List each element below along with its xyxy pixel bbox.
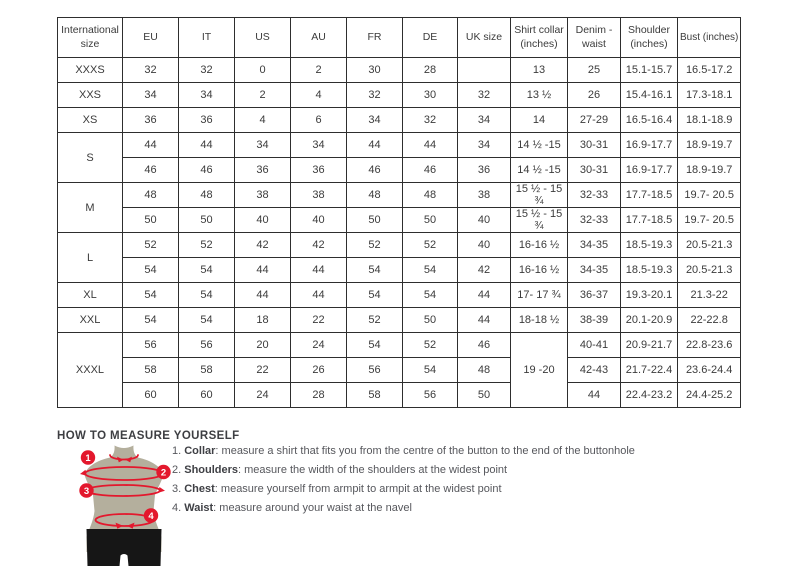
measure-instructions-list: [172, 446, 635, 522]
size-value-cell: 19.7- 20.5: [678, 183, 741, 208]
size-value-cell: 54: [179, 308, 235, 333]
size-value-cell: 16.5-16.4: [621, 108, 678, 133]
size-label-cell: XS: [58, 108, 123, 133]
size-value-cell: 46: [458, 333, 511, 358]
table-row: [58, 358, 741, 383]
size-value-cell: 34-35: [568, 233, 621, 258]
size-value-cell: 58: [347, 383, 403, 408]
size-value-cell: 16.9-17.7: [621, 158, 678, 183]
size-value-cell: 34: [235, 133, 291, 158]
size-value-cell: 18.1-18.9: [678, 108, 741, 133]
size-value-cell: 15 ½ - 15 ¾: [511, 208, 568, 233]
size-value-cell: 13: [511, 58, 568, 83]
col-header-international-size: International size: [58, 18, 123, 58]
badge-4-number: 4: [148, 510, 154, 522]
col-header-bust: Bust (inches): [678, 18, 741, 58]
size-value-cell: 18.9-19.7: [678, 158, 741, 183]
size-value-cell: 54: [347, 258, 403, 283]
size-value-cell: 44: [235, 258, 291, 283]
size-value-cell: 42: [235, 233, 291, 258]
size-value-cell: 44: [235, 283, 291, 308]
size-value-cell: 20.5-21.3: [678, 233, 741, 258]
size-label-cell: XXXS: [58, 58, 123, 83]
table-row: [58, 308, 741, 333]
size-label-cell: XXL: [58, 308, 123, 333]
table-row: [58, 133, 741, 158]
size-value-cell: 30-31: [568, 133, 621, 158]
size-label-cell: XL: [58, 283, 123, 308]
size-value-cell: 44: [403, 133, 458, 158]
instruction-shoulders: 2. Shoulders: measure the width of the shoulders at the widest point: [172, 464, 508, 476]
size-value-cell: 32: [403, 108, 458, 133]
size-value-cell: 54: [347, 283, 403, 308]
size-value-cell: 32: [179, 58, 235, 83]
size-label-cell: M: [58, 183, 123, 233]
size-value-cell: 40-41: [568, 333, 621, 358]
size-value-cell: 18: [235, 308, 291, 333]
size-value-cell: 42-43: [568, 358, 621, 383]
col-header-eu: EU: [123, 18, 179, 58]
size-value-cell: 46: [347, 158, 403, 183]
size-value-cell: 20.1-20.9: [621, 308, 678, 333]
table-row: [58, 58, 741, 83]
size-value-cell: 32: [123, 58, 179, 83]
col-header-de: DE: [403, 18, 458, 58]
size-value-cell: 2: [291, 58, 347, 83]
size-value-cell: 17.7-18.5: [621, 208, 678, 233]
size-value-cell: 56: [179, 333, 235, 358]
instruction-waist: 4. Waist: measure around your waist at the navel: [172, 502, 412, 514]
size-value-cell: 54: [179, 258, 235, 283]
size-value-cell: 19 -20: [511, 333, 568, 408]
size-value-cell: 44: [179, 133, 235, 158]
table-row: [58, 333, 741, 358]
size-label-cell: XXXL: [58, 333, 123, 408]
size-value-cell: 54: [123, 258, 179, 283]
size-value-cell: 38: [235, 183, 291, 208]
size-value-cell: 50: [403, 308, 458, 333]
col-header-us: US: [235, 18, 291, 58]
size-value-cell: 52: [123, 233, 179, 258]
col-header-shirt-collar: Shirt collar (inches): [511, 18, 568, 58]
size-value-cell: 34: [347, 108, 403, 133]
size-value-cell: 54: [403, 283, 458, 308]
size-value-cell: 34: [458, 133, 511, 158]
size-value-cell: 18.5-19.3: [621, 233, 678, 258]
size-value-cell: 46: [179, 158, 235, 183]
size-value-cell: 30: [403, 83, 458, 108]
size-value-cell: 36: [458, 158, 511, 183]
size-chart-table: [57, 17, 741, 408]
size-value-cell: 4: [235, 108, 291, 133]
size-value-cell: 40: [458, 208, 511, 233]
table-row: [58, 183, 741, 208]
size-value-cell: 2: [235, 83, 291, 108]
size-value-cell: 40: [235, 208, 291, 233]
size-value-cell: 20: [235, 333, 291, 358]
size-value-cell: 42: [291, 233, 347, 258]
size-value-cell: 54: [123, 283, 179, 308]
size-value-cell: 38-39: [568, 308, 621, 333]
size-label-cell: XXS: [58, 83, 123, 108]
measurement-figure: [57, 444, 187, 566]
table-row: [58, 108, 741, 133]
table-row: [58, 258, 741, 283]
size-value-cell: 24: [291, 333, 347, 358]
size-value-cell: 36-37: [568, 283, 621, 308]
size-value-cell: 25: [568, 58, 621, 83]
badge-3-number: 3: [83, 485, 90, 497]
size-value-cell: 50: [458, 383, 511, 408]
col-header-au: AU: [291, 18, 347, 58]
size-value-cell: 22: [235, 358, 291, 383]
size-value-cell: 21.3-22: [678, 283, 741, 308]
size-value-cell: 30-31: [568, 158, 621, 183]
measure-section-title: HOW TO MEASURE YOURSELF: [57, 430, 240, 442]
size-value-cell: 6: [291, 108, 347, 133]
size-value-cell: 56: [123, 333, 179, 358]
size-value-cell: 22-22.8: [678, 308, 741, 333]
col-header-fr: FR: [347, 18, 403, 58]
size-value-cell: 48: [123, 183, 179, 208]
size-value-cell: 22: [291, 308, 347, 333]
instruction-chest: 3. Chest: measure yourself from armpit to armpit at the widest point: [172, 483, 502, 495]
size-value-cell: 14 ½ -15: [511, 158, 568, 183]
size-value-cell: 32-33: [568, 208, 621, 233]
size-value-cell: 14 ½ -15: [511, 133, 568, 158]
size-value-cell: 52: [347, 308, 403, 333]
col-header-uk-size: UK size: [458, 18, 511, 58]
size-label-cell: L: [58, 233, 123, 283]
col-header-it: IT: [179, 18, 235, 58]
size-value-cell: 54: [403, 358, 458, 383]
size-value-cell: 48: [179, 183, 235, 208]
size-value-cell: 40: [291, 208, 347, 233]
size-value-cell: 44: [458, 308, 511, 333]
size-value-cell: 19.3-20.1: [621, 283, 678, 308]
size-value-cell: 50: [347, 208, 403, 233]
size-value-cell: 22.4-23.2: [621, 383, 678, 408]
size-value-cell: 46: [403, 158, 458, 183]
size-value-cell: 56: [403, 383, 458, 408]
size-value-cell: 42: [458, 258, 511, 283]
size-value-cell: 60: [179, 383, 235, 408]
size-value-cell: 48: [403, 183, 458, 208]
table-row: [58, 383, 741, 408]
size-value-cell: 50: [179, 208, 235, 233]
size-value-cell: 4: [291, 83, 347, 108]
size-value-cell: 52: [179, 233, 235, 258]
size-value-cell: 13 ½: [511, 83, 568, 108]
size-value-cell: 32-33: [568, 183, 621, 208]
size-value-cell: 50: [403, 208, 458, 233]
size-value-cell: 27-29: [568, 108, 621, 133]
size-value-cell: 38: [291, 183, 347, 208]
table-row: [58, 233, 741, 258]
size-value-cell: 54: [347, 333, 403, 358]
size-value-cell: 36: [179, 108, 235, 133]
size-value-cell: 34: [291, 133, 347, 158]
size-value-cell: 54: [403, 258, 458, 283]
size-value-cell: 40: [458, 233, 511, 258]
size-value-cell: 16-16 ½: [511, 233, 568, 258]
size-value-cell: 56: [347, 358, 403, 383]
size-value-cell: 0: [235, 58, 291, 83]
size-value-cell: 28: [403, 58, 458, 83]
size-label-cell: S: [58, 133, 123, 183]
table-row: [58, 158, 741, 183]
size-value-cell: 32: [347, 83, 403, 108]
col-header-shoulder: Shoulder (inches): [621, 18, 678, 58]
size-value-cell: 16-16 ½: [511, 258, 568, 283]
size-value-cell: 44: [458, 283, 511, 308]
badge-2-number: 2: [160, 467, 167, 479]
table-row: [58, 283, 741, 308]
badge-1-number: 1: [85, 452, 91, 464]
size-value-cell: 58: [123, 358, 179, 383]
size-value-cell: 48: [458, 358, 511, 383]
size-value-cell: 15.1-15.7: [621, 58, 678, 83]
size-value-cell: 32: [458, 83, 511, 108]
size-value-cell: 15.4-16.1: [621, 83, 678, 108]
size-value-cell: 20.9-21.7: [621, 333, 678, 358]
size-value-cell: 46: [123, 158, 179, 183]
header-row: [58, 18, 741, 58]
size-value-cell: 18.9-19.7: [678, 133, 741, 158]
size-value-cell: 54: [179, 283, 235, 308]
size-value-cell: 17.3-18.1: [678, 83, 741, 108]
size-value-cell: 34: [458, 108, 511, 133]
size-value-cell: 17- 17 ¾: [511, 283, 568, 308]
size-value-cell: 15 ½ - 15 ¾: [511, 183, 568, 208]
size-value-cell: 58: [179, 358, 235, 383]
size-value-cell: 54: [123, 308, 179, 333]
size-value-cell: 30: [347, 58, 403, 83]
size-value-cell: 16.5-17.2: [678, 58, 741, 83]
size-value-cell: 22.8-23.6: [678, 333, 741, 358]
size-value-cell: 48: [347, 183, 403, 208]
size-value-cell: 36: [291, 158, 347, 183]
size-value-cell: 14: [511, 108, 568, 133]
size-value-cell: 44: [568, 383, 621, 408]
instruction-collar: 1. Collar: measure a shirt that fits you from the centre of the button to the end of the buttonhole: [172, 445, 635, 457]
size-value-cell: [458, 58, 511, 83]
size-value-cell: 52: [403, 333, 458, 358]
size-value-cell: 44: [123, 133, 179, 158]
size-value-cell: 34: [179, 83, 235, 108]
size-value-cell: 36: [235, 158, 291, 183]
size-value-cell: 21.7-22.4: [621, 358, 678, 383]
size-value-cell: 24: [235, 383, 291, 408]
size-value-cell: 16.9-17.7: [621, 133, 678, 158]
size-value-cell: 44: [291, 283, 347, 308]
size-value-cell: 52: [347, 233, 403, 258]
size-value-cell: 18.5-19.3: [621, 258, 678, 283]
size-value-cell: 34: [123, 83, 179, 108]
size-value-cell: 28: [291, 383, 347, 408]
table-row: [58, 208, 741, 233]
size-value-cell: 34-35: [568, 258, 621, 283]
size-value-cell: 38: [458, 183, 511, 208]
size-value-cell: 44: [291, 258, 347, 283]
size-value-cell: 19.7- 20.5: [678, 208, 741, 233]
size-value-cell: 50: [123, 208, 179, 233]
size-value-cell: 60: [123, 383, 179, 408]
size-value-cell: 23.6-24.4: [678, 358, 741, 383]
mannequin-shorts: [87, 529, 162, 566]
size-value-cell: 36: [123, 108, 179, 133]
size-value-cell: 44: [347, 133, 403, 158]
size-value-cell: 17.7-18.5: [621, 183, 678, 208]
size-value-cell: 52: [403, 233, 458, 258]
size-value-cell: 18-18 ½: [511, 308, 568, 333]
size-value-cell: 20.5-21.3: [678, 258, 741, 283]
size-value-cell: 26: [291, 358, 347, 383]
table-row: [58, 83, 741, 108]
size-value-cell: 24.4-25.2: [678, 383, 741, 408]
col-header-denim-waist: Denim - waist: [568, 18, 621, 58]
size-value-cell: 26: [568, 83, 621, 108]
